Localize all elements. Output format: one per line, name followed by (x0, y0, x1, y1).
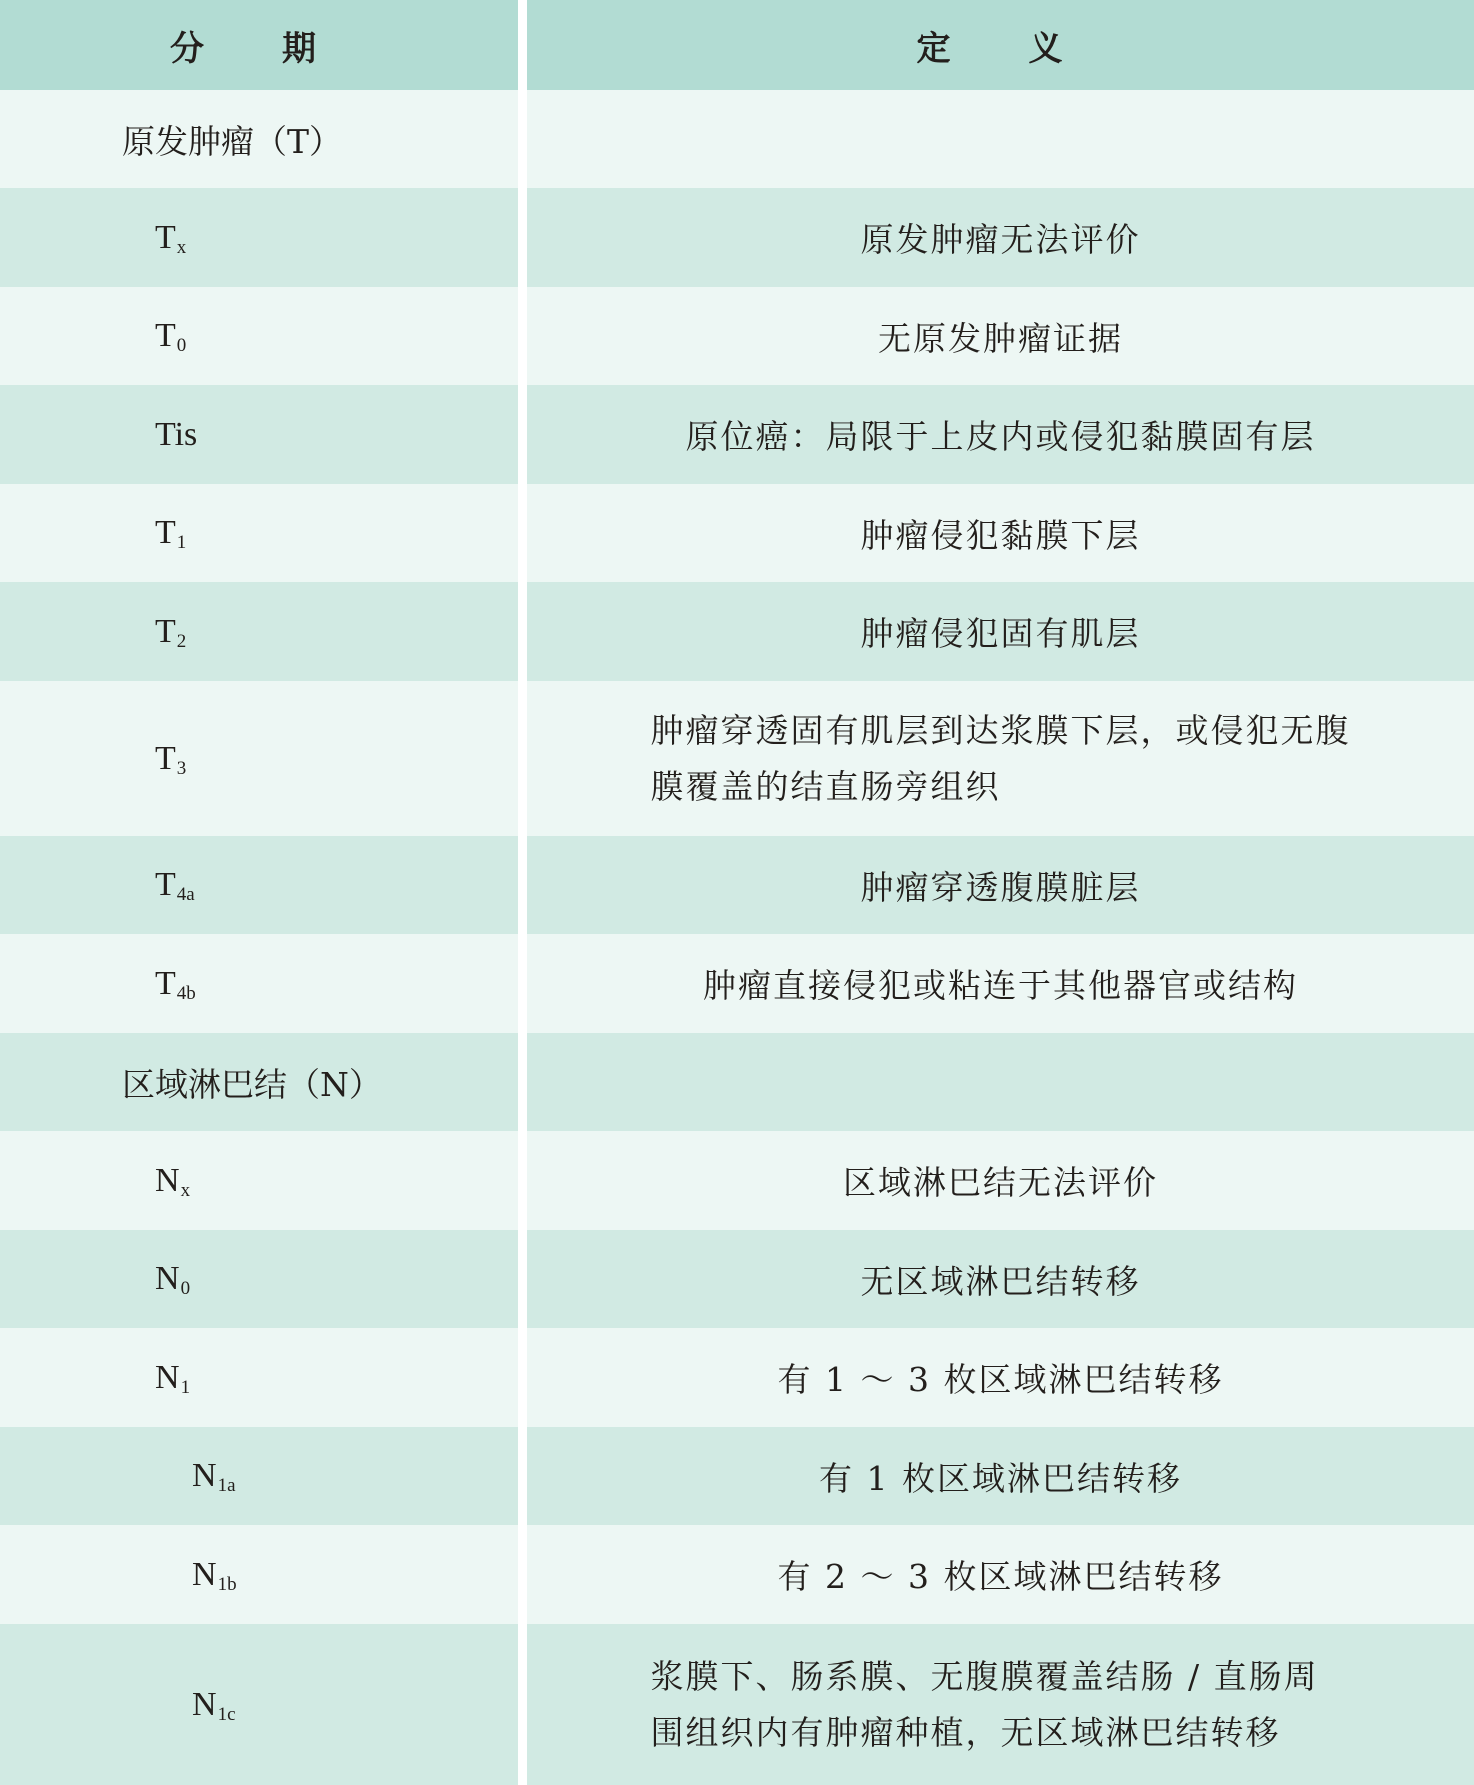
stage-cell (0, 836, 518, 934)
stage-label: N (192, 1555, 217, 1593)
header-definition: 定 义 (527, 0, 1474, 90)
stage-subscript: x (180, 1179, 191, 1201)
table-row (0, 681, 1474, 836)
definition-cell (527, 1624, 1474, 1785)
table-header-row (0, 0, 1474, 90)
table-row (0, 90, 1474, 188)
table-row (0, 484, 1474, 582)
definition-cell: 区域淋巴结无法评价 (527, 1131, 1474, 1230)
stage-cell (0, 681, 518, 836)
stage-label: Tis (155, 415, 198, 453)
stage-cell (0, 484, 518, 582)
stage-cell (0, 1427, 518, 1525)
stage-subscript: 1b (217, 1573, 237, 1595)
stage-label: N (192, 1685, 217, 1723)
header-stage: 分 期 (0, 0, 518, 90)
stage-label: N (155, 1161, 180, 1199)
stage-label: T (155, 866, 176, 903)
table-row (0, 934, 1474, 1033)
definition-cell: 肿瘤侵犯固有肌层 (527, 582, 1474, 681)
stage-cell (0, 1328, 518, 1427)
table-row (0, 1131, 1474, 1230)
stage-cell (0, 188, 518, 287)
table-row (0, 1624, 1474, 1785)
stage-subscript: 1a (217, 1475, 236, 1496)
table-row (0, 1033, 1474, 1131)
stage-label: T (155, 317, 176, 354)
stage-subscript: 2 (176, 630, 187, 652)
definition-cell (527, 90, 1474, 188)
stage-cell (0, 1131, 518, 1230)
stage-label: T (155, 964, 176, 1002)
table-row (0, 582, 1474, 681)
stage-cell (0, 90, 518, 188)
stage-subscript: x (176, 236, 187, 258)
stage-cell (0, 287, 518, 385)
stage-label: 区域淋巴结（N） (122, 1064, 382, 1104)
definition-text: 肿瘤穿透固有肌层到达浆膜下层，或侵犯无腹膜覆盖的结直肠旁组织 (650, 710, 1351, 806)
stage-label: N (155, 1260, 180, 1297)
stage-cell (0, 934, 518, 1033)
stage-label: N (192, 1457, 217, 1494)
stage-label: T (155, 218, 176, 256)
definition-cell (527, 681, 1474, 836)
stage-subscript: 1 (176, 532, 187, 553)
stage-cell (0, 582, 518, 681)
definition-cell: 肿瘤侵犯黏膜下层 (527, 484, 1474, 582)
definition-cell (527, 1033, 1474, 1131)
definition-cell: 肿瘤穿透腹膜脏层 (527, 836, 1474, 934)
table-row (0, 1525, 1474, 1624)
stage-cell (0, 1525, 518, 1624)
stage-subscript: 0 (176, 335, 187, 356)
stage-label: 原发肿瘤（T） (122, 121, 343, 161)
definition-text: 浆膜下、肠系膜、无腹膜覆盖结肠 / 直肠周围组织内有肿瘤种植，无区域淋巴结转移 (650, 1656, 1319, 1752)
table-row (0, 836, 1474, 934)
stage-subscript: 4b (176, 982, 196, 1004)
stage-cell (0, 1033, 518, 1131)
definition-cell: 有 1 枚区域淋巴结转移 (527, 1427, 1474, 1525)
stage-label: T (155, 514, 176, 551)
table-row (0, 1427, 1474, 1525)
definition-cell: 原发肿瘤无法评价 (527, 188, 1474, 287)
stage-subscript: 1c (217, 1703, 236, 1725)
stage-cell (0, 1624, 518, 1785)
table-row (0, 1230, 1474, 1328)
table-row (0, 1328, 1474, 1427)
stage-cell (0, 385, 518, 484)
definition-cell: 有 1 ～ 3 枚区域淋巴结转移 (527, 1328, 1474, 1427)
definition-cell: 有 2 ～ 3 枚区域淋巴结转移 (527, 1525, 1474, 1624)
stage-subscript: 3 (176, 757, 187, 779)
stage-label: N (155, 1358, 180, 1396)
definition-cell: 原位癌：局限于上皮内或侵犯黏膜固有层 (527, 385, 1474, 484)
stage-subscript: 1 (180, 1376, 191, 1398)
table-row (0, 188, 1474, 287)
table-row (0, 385, 1474, 484)
stage-label: T (155, 612, 176, 650)
stage-cell (0, 1230, 518, 1328)
definition-cell: 无区域淋巴结转移 (527, 1230, 1474, 1328)
stage-subscript: 0 (180, 1278, 191, 1299)
definition-cell: 无原发肿瘤证据 (527, 287, 1474, 385)
table-row (0, 287, 1474, 385)
definition-cell: 肿瘤直接侵犯或粘连于其他器官或结构 (527, 934, 1474, 1033)
stage-subscript: 4a (176, 884, 195, 905)
stage-label: T (155, 739, 176, 777)
